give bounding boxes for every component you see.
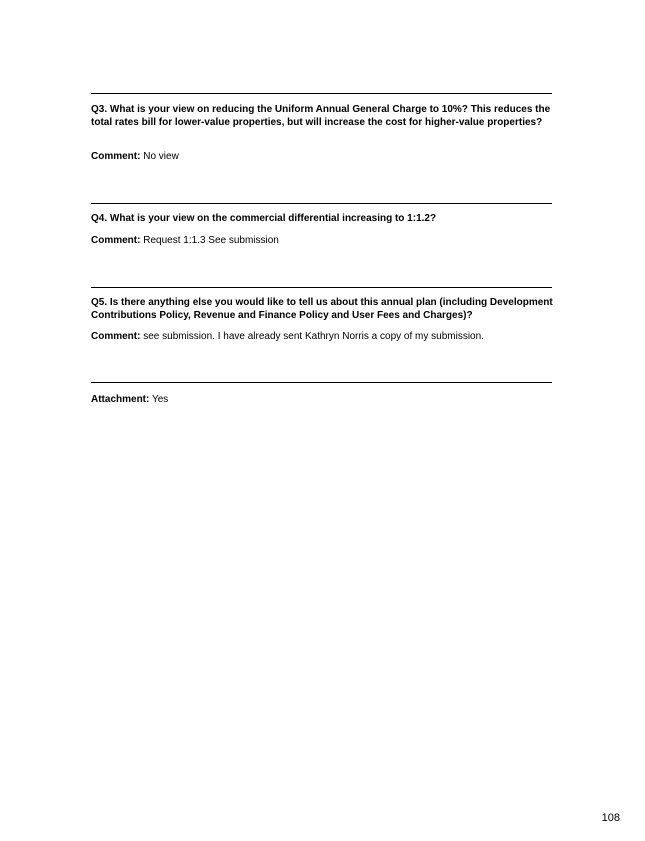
question-q4: Q4. What is your view on the commercial differential increasing to 1:1.2? (91, 213, 437, 224)
comment-text: No view (143, 151, 179, 162)
question-q5: Q5. Is there anything else you would like to tell us about this annual plan (including Development Contributions Policy, Revenue and Finance Policy and User Fees and Charges)? (91, 297, 553, 321)
comment-q3 (91, 151, 561, 164)
page-number: 108 (601, 812, 620, 824)
comment-text: Request 1:1.3 See submission (143, 235, 279, 246)
divider (91, 382, 552, 383)
comment-text: see submission. I have already sent Kathryn Norris a copy of my submission. (143, 331, 484, 342)
attachment-line (91, 394, 561, 407)
divider (91, 203, 552, 204)
comment-q5 (91, 331, 561, 344)
comment-q4 (91, 235, 561, 248)
comment-label: Comment: (91, 151, 141, 162)
question-q3: Q3. What is your view on reducing the Uniform Annual General Charge to 10%? This reduces the total rates bill for lower-value properties, but will increase the cost for higher-value properties? (91, 104, 551, 128)
divider (91, 287, 552, 288)
comment-label: Comment: (91, 235, 141, 246)
attachment-value: Yes (151, 394, 169, 405)
attachment-label: Attachment: (91, 394, 150, 405)
comment-label: Comment: (91, 331, 141, 342)
divider (91, 93, 552, 94)
